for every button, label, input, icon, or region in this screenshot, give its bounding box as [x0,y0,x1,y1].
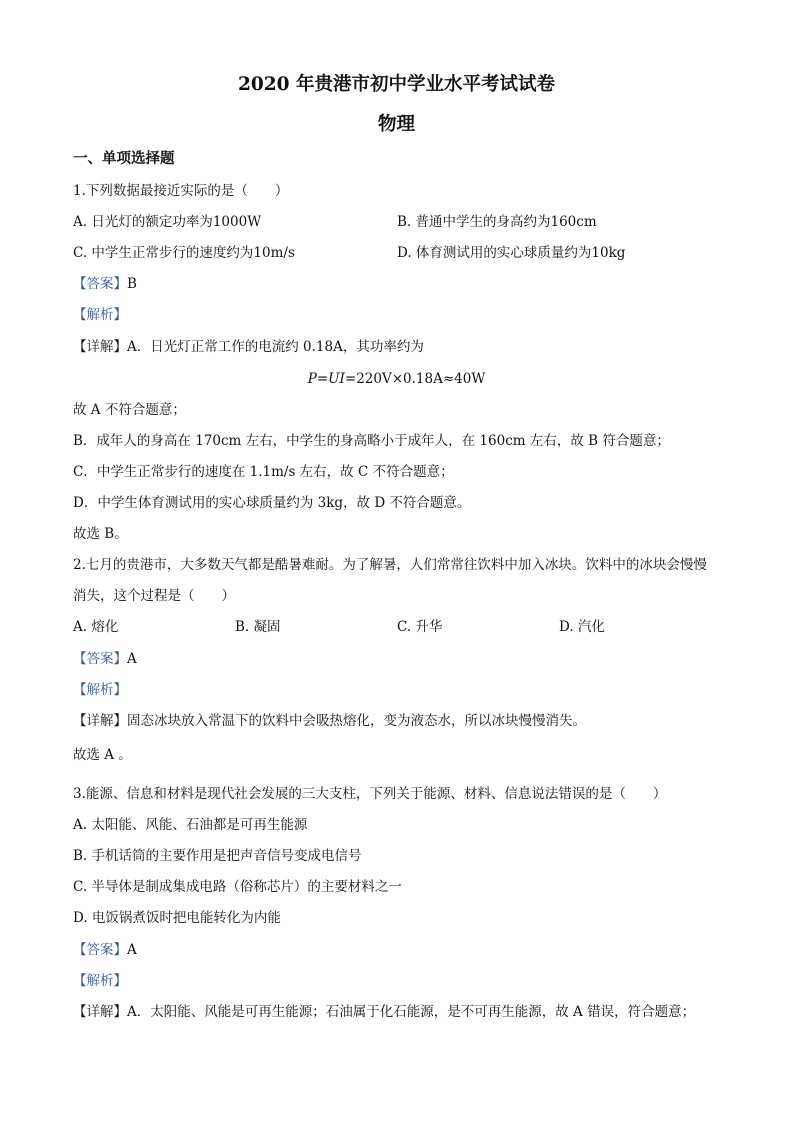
question-1-analysis-label: 【解析】 [73,307,127,323]
question-2-option-b: B. 凝固 [235,619,281,635]
question-1-option-b: B. 普通中学生的身高约为160cm [397,214,597,230]
question-2-detail-line [73,712,586,730]
answer-value: A [127,651,137,667]
question-1-detail-line: D．中学生体育测试用的实心球质量约为 3kg，故 D 不符合题意。 [73,495,471,511]
question-1-detail-line: 故 A 不符合题意； [73,402,186,418]
answer-value: A [127,942,137,958]
formula-power-symbol: P [307,371,317,387]
question-3-option-c: C. 半导体是制成集成电路（俗称芯片）的主要材料之一 [73,879,402,895]
question-3-option-a: A. 太阳能、风能、石油都是可再生能源 [73,817,308,833]
question-1-detail-line [73,338,424,356]
question-1-conclusion: 故选 B。 [73,526,128,542]
page-title: 2020 年贵港市初中学业水平考试试卷 [238,74,555,95]
section-heading: 一、单项选择题 [73,150,175,167]
question-1-option-a: A. 日光灯的额定功率为1000W [73,214,262,230]
question-1-formula [0,370,793,388]
question-2-conclusion: 故选 A 。 [73,747,132,763]
question-3-answer [73,941,137,959]
question-2-option-a: A. 熔化 [73,619,119,635]
question-2-answer [73,650,137,668]
formula-ui-symbol: UI [328,371,345,387]
answer-value: B [127,276,137,292]
page-subtitle: 物理 [377,114,415,135]
answer-label: 【答案】 [73,651,127,667]
formula-equals: = [316,371,329,387]
question-2-stem: 消失，这个过程是（ ） [73,588,235,604]
answer-label: 【答案】 [73,276,127,292]
detail-label: 【详解】 [73,1004,127,1020]
question-3-analysis-label: 【解析】 [73,973,127,989]
question-2-stem: 2.七月的贵港市，大多数天气都是酷暑难耐。为了解暑，人们常常往饮料中加入冰块。饮料中的冰块会慢慢 [73,557,707,573]
question-3-option-d: D. 电饭锅煮饭时把电能转化为内能 [73,910,281,926]
question-3-option-b: B. 手机话筒的主要作用是把声音信号变成电信号 [73,848,362,864]
question-1-detail-line: C．中学生正常步行的速度在 1.1m/s 左右，故 C 不符合题意； [73,464,454,480]
question-2-analysis-label: 【解析】 [73,682,127,698]
question-1-detail-line: B．成年人的身高在 170cm 左右，中学生的身高略小于成年人，在 160cm 左右，故 B 符合题意； [73,433,670,449]
question-2-option-d: D. 汽化 [559,619,605,635]
question-3-stem: 3.能源、信息和材料是现代社会发展的三大支柱，下列关于能源、材料、信息说法错误的是（ ） [73,786,667,802]
question-3-detail-line [73,1003,695,1021]
question-1-stem: 1.下列数据最接近实际的是（ ） [73,183,289,199]
formula-rest: =220V×0.18A≈40W [344,371,486,387]
question-1-option-d: D. 体育测试用的实心球质量约为10kg [397,245,626,261]
question-1-answer [73,275,137,293]
detail-label: 【详解】 [73,339,127,355]
answer-label: 【答案】 [73,942,127,958]
detail-text: A．日光灯正常工作的电流约 0.18A，其功率约为 [127,339,424,355]
detail-text: 固态冰块放入常温下的饮料中会吸热熔化，变为液态水，所以冰块慢慢消失。 [127,713,586,729]
detail-text: A．太阳能、风能是可再生能源；石油属于化石能源，是不可再生能源，故 A 错误，符合题意； [127,1004,696,1020]
question-2-option-c: C. 升华 [397,619,443,635]
detail-label: 【详解】 [73,713,127,729]
question-1-option-c: C. 中学生正常步行的速度约为10m/s [73,245,295,261]
